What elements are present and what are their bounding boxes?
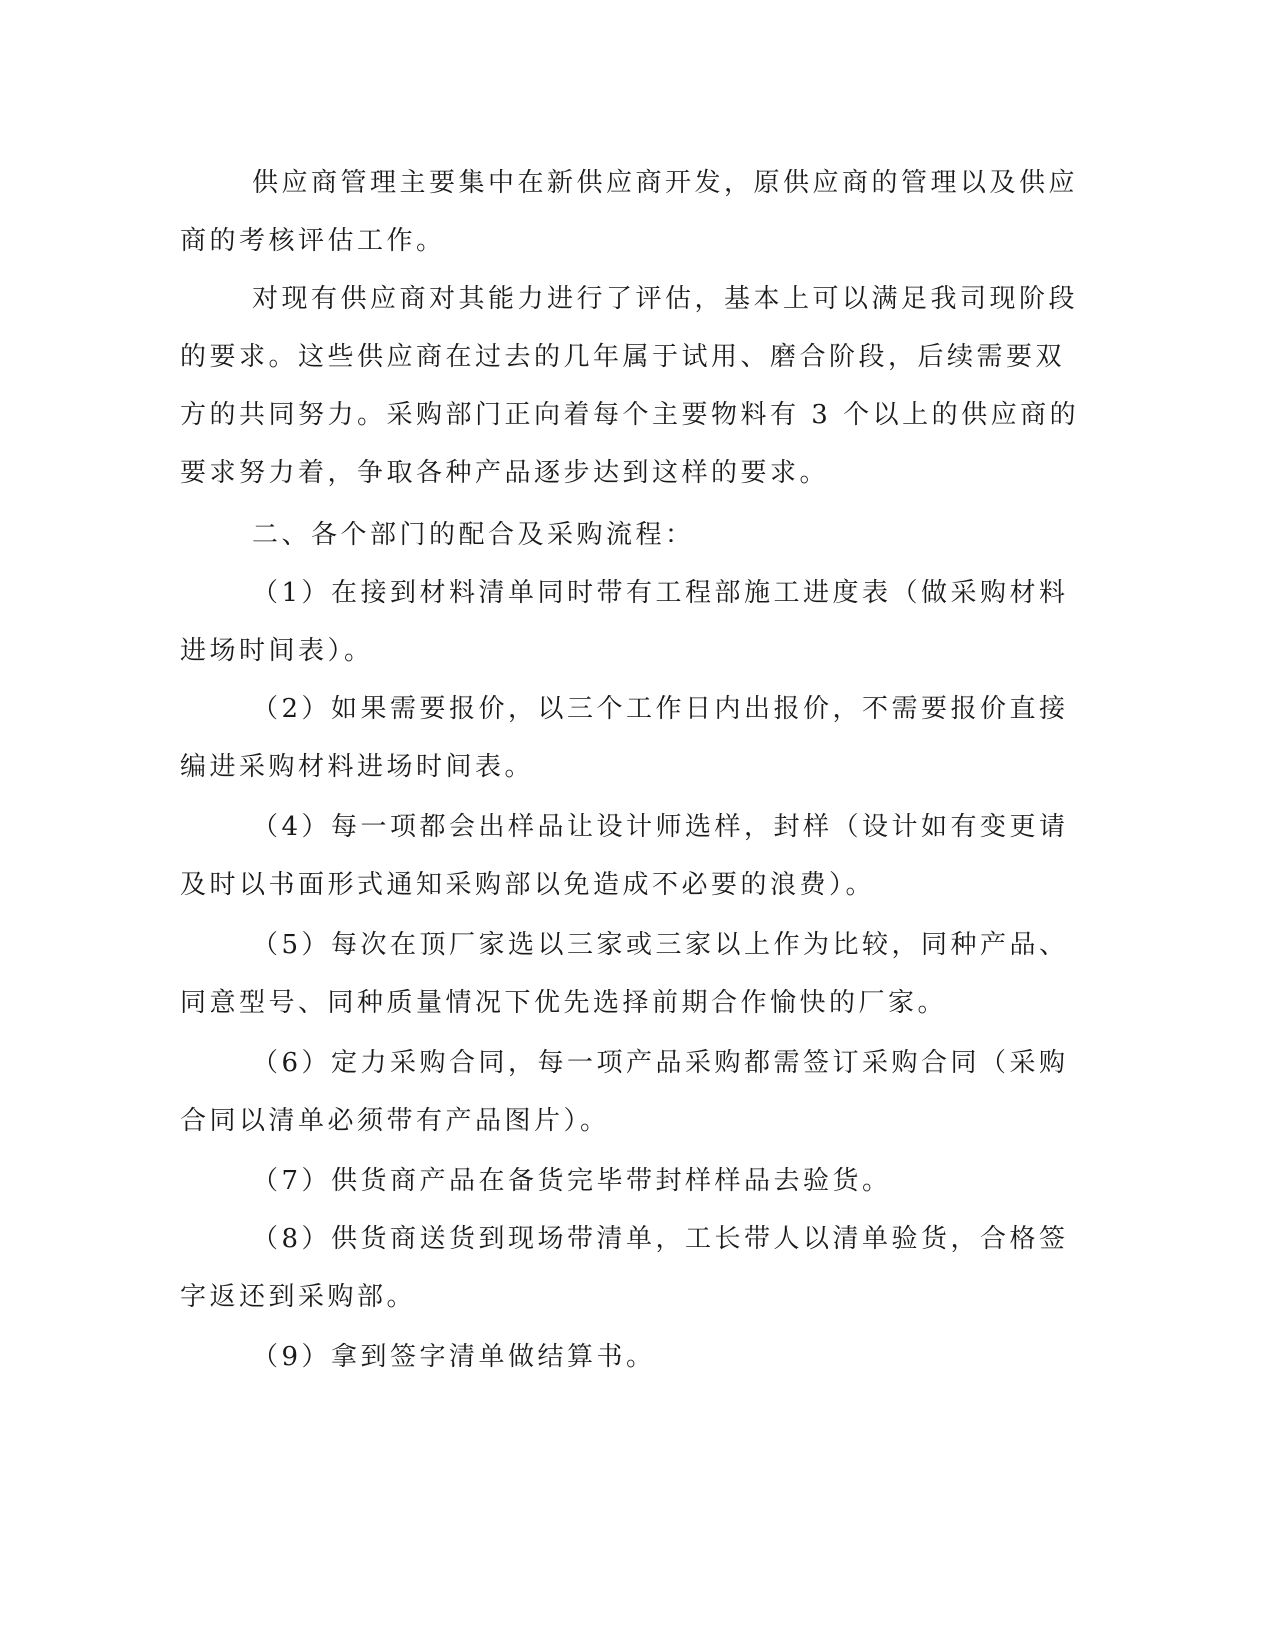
paragraph-line: （7）供货商产品在备货完毕带封样样品去验货。 — [252, 1166, 892, 1196]
paragraph-line: （6）定力采购合同，每一项产品采购都需签订采购合同（采购 — [252, 1048, 1069, 1078]
paragraph-line: 及时以书面形式通知采购部以免造成不必要的浪费）。 — [180, 870, 876, 900]
paragraph-line: （4）每一项都会出样品让设计师选样，封样（设计如有变更请 — [252, 812, 1069, 842]
paragraph-line: 方的共同努力。采购部门正向着每个主要物料有 3 个以上的供应商的 — [180, 400, 1080, 430]
paragraph-line: （2）如果需要报价，以三个工作日内出报价，不需要报价直接 — [252, 694, 1069, 724]
paragraph-line: （9）拿到签字清单做结算书。 — [252, 1342, 656, 1372]
paragraph-line: 编进采购材料进场时间表。 — [180, 752, 535, 782]
section-heading: 二、各个部门的配合及采购流程： — [252, 520, 695, 550]
paragraph-line: （1）在接到材料清单同时带有工程部施工进度表（做采购材料 — [252, 578, 1069, 608]
paragraph-line: 的要求。这些供应商在过去的几年属于试用、磨合阶段，后续需要双 — [180, 342, 1066, 372]
paragraph-line: 字返还到采购部。 — [180, 1282, 417, 1312]
paragraph-line: （5）每次在顶厂家选以三家或三家以上作为比较，同种产品、 — [252, 930, 1069, 960]
paragraph-line: 要求努力着，争取各种产品逐步达到这样的要求。 — [180, 458, 830, 488]
paragraph-line: （8）供货商送货到现场带清单，工长带人以清单验货，合格签 — [252, 1224, 1069, 1254]
paragraph-line: 合同以清单必须带有产品图片）。 — [180, 1106, 610, 1136]
paragraph-line: 供应商管理主要集中在新供应商开发，原供应商的管理以及供应 — [252, 168, 1079, 198]
paragraph-line: 同意型号、同种质量情况下优先选择前期合作愉快的厂家。 — [180, 988, 948, 1018]
paragraph-line: 对现有供应商对其能力进行了评估，基本上可以满足我司现阶段 — [252, 284, 1079, 314]
paragraph-line: 商的考核评估工作。 — [180, 226, 446, 256]
paragraph-line: 进场时间表）。 — [180, 636, 374, 666]
